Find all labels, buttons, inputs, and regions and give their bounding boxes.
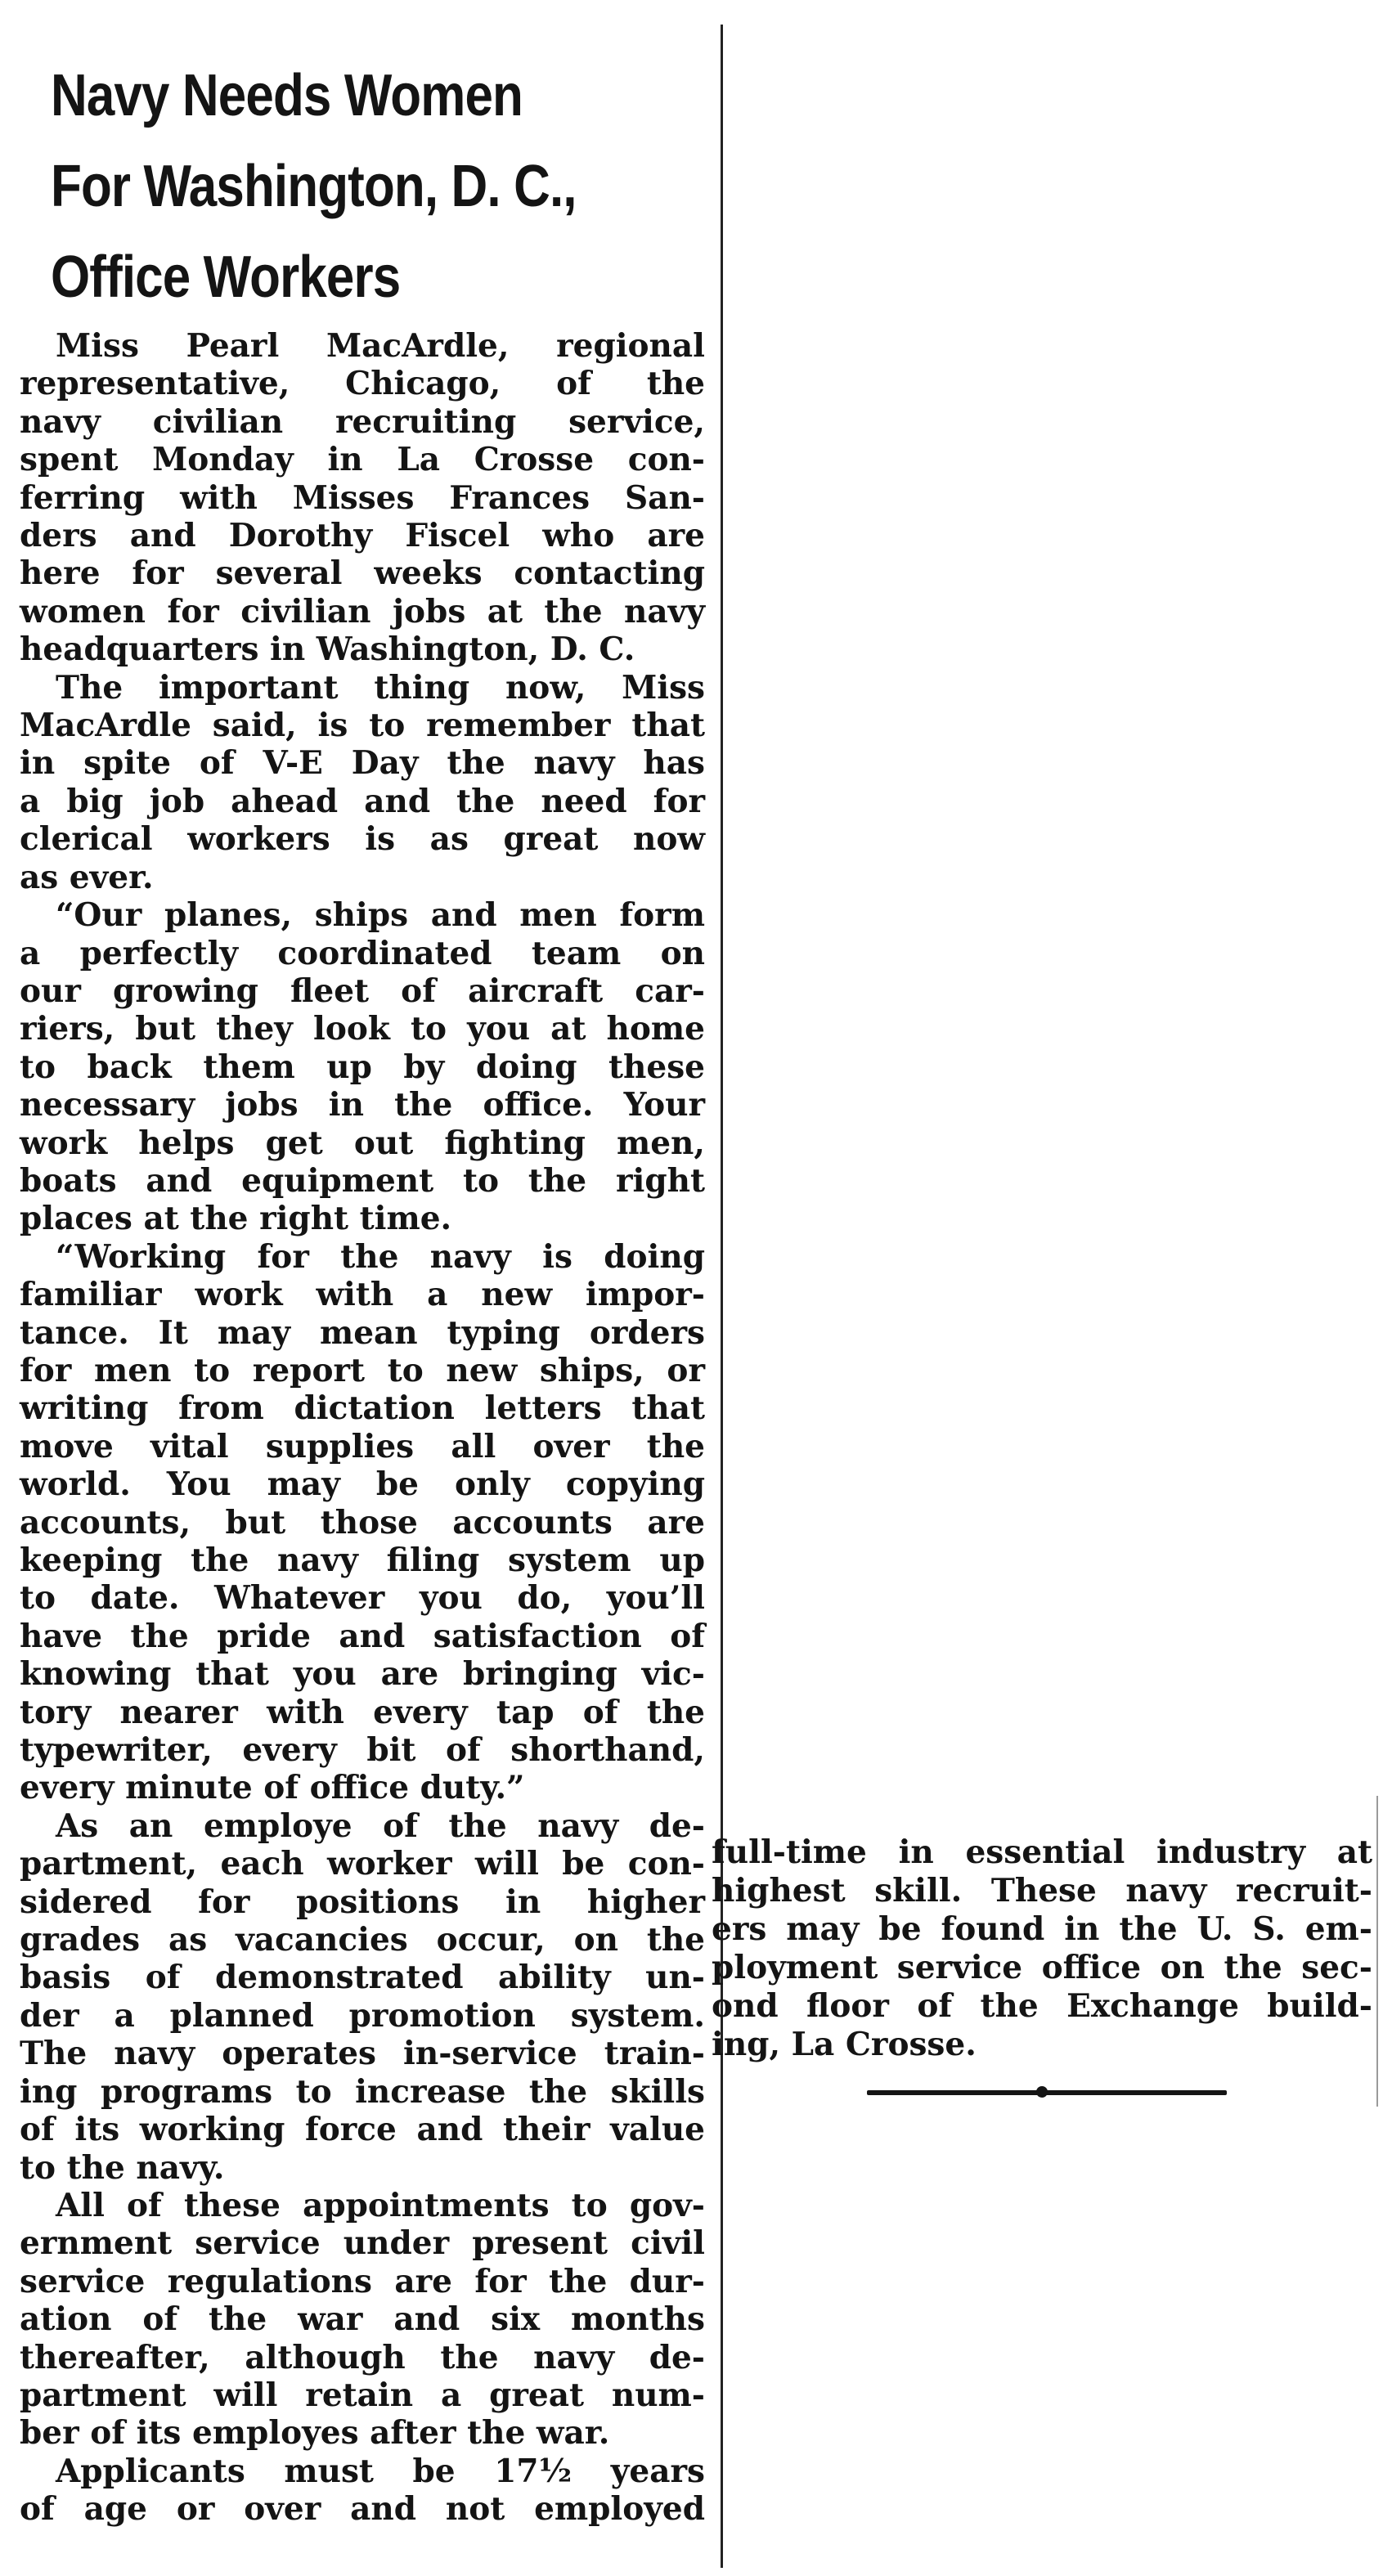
article-text-line: necessary jobs in the office. Your — [20, 1086, 705, 1124]
article-text-line: ing, La Crosse. — [712, 2026, 977, 2063]
article-text-line: every minute of office duty.” — [20, 1769, 525, 1807]
article-text-line: in spite of V-E Day the navy has — [20, 744, 705, 783]
article-text-line: writing from dictation letters that — [20, 1389, 705, 1428]
article-text-line: ber of its employes after the war. — [20, 2414, 610, 2453]
article-text-line: partment will retain a great num- — [20, 2376, 705, 2414]
article-text-line: ation of the war and six months — [20, 2300, 705, 2339]
right-edge-rule — [1376, 1796, 1378, 2107]
article-text-line: spent Monday in La Crosse con- — [20, 441, 705, 479]
article-text-line: riers, but they look to you at home — [20, 1010, 705, 1048]
article-text-line: typewriter, every bit of shorthand, — [20, 1731, 705, 1770]
article-text-line: our growing fleet of aircraft car- — [20, 972, 705, 1010]
article-text-line: world. You may be only copying — [20, 1465, 705, 1504]
end-of-article-dot — [1036, 2086, 1048, 2098]
article-text-line: familiar work with a new impor- — [20, 1276, 705, 1314]
article-text-line: here for several weeks contacting — [20, 554, 705, 593]
article-text-line: As an employe of the navy de- — [56, 1806, 705, 1845]
article-text-line: places at the right time. — [20, 1200, 452, 1238]
article-text-line: “Our planes, ships and men form — [56, 896, 705, 935]
article-text-line: accounts, but those accounts are — [20, 1503, 705, 1542]
article-text-line: navy civilian recruiting service, — [20, 402, 705, 441]
article-text-line: ing programs to increase the skills — [20, 2072, 705, 2111]
article-text-line: ployment service office on the sec- — [712, 1949, 1372, 1986]
article-text-line: headquarters in Washington, D. C. — [20, 631, 635, 669]
article-body-column-two — [712, 1833, 1372, 2064]
article-text-line: women for civilian jobs at the navy — [20, 592, 705, 631]
article-text-line: partment, each worker will be con- — [20, 1845, 705, 1883]
article-text-line: a perfectly coordinated team on — [20, 934, 705, 972]
article-text-line: service regulations are for the dur- — [20, 2262, 705, 2300]
article-text-line: sidered for positions in higher — [20, 1883, 705, 1921]
article-body-column-one — [20, 327, 705, 2529]
article-text-line: clerical workers is as great now — [20, 820, 705, 859]
article-text-line: The important thing now, Miss — [56, 668, 705, 707]
article-text-line: MacArdle said, is to remember that — [20, 707, 705, 745]
article-text-line: der a planned promotion system. — [20, 1996, 705, 2035]
article-text-line: tory nearer with every tap of the — [20, 1693, 705, 1731]
article-text-line: of its working force and their value — [20, 2111, 705, 2149]
article-text-line: to date. Whatever you do, you’ll — [20, 1579, 705, 1618]
article-text-line: work helps get out fighting men, — [20, 1124, 705, 1162]
article-text-line: boats and equipment to the right — [20, 1161, 705, 1200]
article-text-line: ond floor of the Exchange build- — [712, 1987, 1372, 2025]
article-text-line: to back them up by doing these — [20, 1048, 705, 1086]
headline-line: Office Workers — [51, 245, 401, 310]
article-text-line: of age or over and not employed — [20, 2490, 705, 2529]
article-text-line: a big job ahead and the need for — [20, 782, 705, 820]
article-text-line: ferring with Misses Frances San- — [20, 478, 705, 517]
article-text-line: full-time in essential industry at — [712, 1833, 1372, 1871]
article-text-line: knowing that you are bringing vic- — [20, 1655, 705, 1694]
article-text-line: ers may be found in the U. S. em- — [712, 1910, 1372, 1948]
article-text-line: have the pride and satisfaction of — [20, 1617, 705, 1655]
article-text-line: grades as vacancies occur, on the — [20, 1921, 705, 1959]
article-text-line: for men to report to new ships, or — [20, 1351, 705, 1389]
article-text-line: keeping the navy filing system up — [20, 1542, 705, 1579]
article-text-line: All of these appointments to gov- — [56, 2186, 705, 2224]
article-text-line: to the navy. — [20, 2148, 225, 2187]
article-text-line: thereafter, although the navy de- — [20, 2338, 705, 2376]
article-text-line: Miss Pearl MacArdle, regional — [56, 327, 705, 365]
article-text-line: ernment service under present civil — [20, 2224, 705, 2263]
article-text-line: ders and Dorothy Fiscel who are — [20, 517, 705, 555]
article-headline — [51, 51, 684, 323]
article-text-line: highest skill. These navy recruit- — [712, 1872, 1372, 1910]
article-text-line: as ever. — [20, 858, 154, 896]
article-text-line: tance. It may mean typing orders — [20, 1313, 705, 1352]
article-text-line: move vital supplies all over the — [20, 1427, 705, 1465]
article-text-line: basis of demonstrated ability un- — [20, 1959, 705, 1997]
article-text-line: representative, Chicago, of the — [20, 365, 705, 403]
headline-line: For Washington, D. C., — [51, 154, 577, 219]
article-text-line: The navy operates in-service train- — [20, 2035, 705, 2073]
article-text-line: “Working for the navy is doing — [56, 1237, 705, 1276]
article-text-line: Applicants must be 17½ years — [56, 2452, 705, 2490]
column-rule — [721, 25, 723, 2568]
headline-line: Navy Needs Women — [51, 63, 523, 128]
